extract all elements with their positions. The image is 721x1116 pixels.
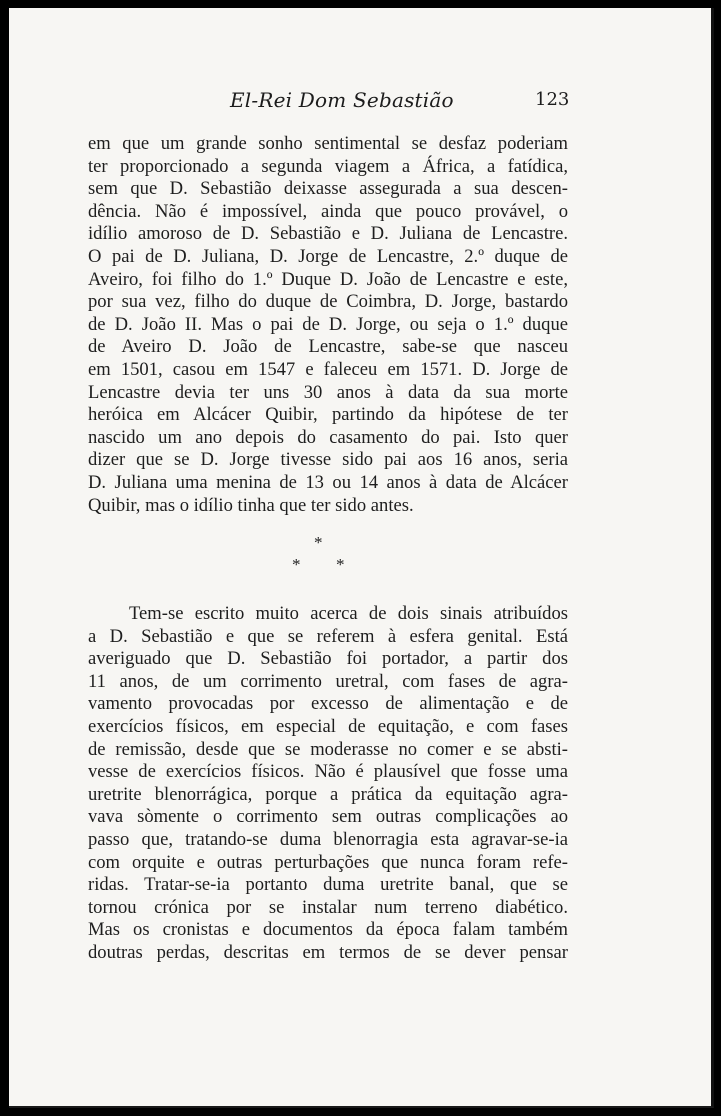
text-line: tornou crónica por se instalar num terreno diabético. [88, 896, 568, 918]
separator-asterisk: * [314, 533, 323, 552]
separator-asterisk: * [336, 555, 345, 574]
text-line: ridas. Tratar-se-ia portanto duma uretrite banal, que se [88, 874, 568, 896]
separator-asterisk: * [292, 555, 301, 574]
running-title: El-Rei Dom Sebastião [230, 88, 454, 112]
text-line: sem que D. Sebastião deixasse assegurada a sua descen- [88, 178, 568, 200]
text-line: Aveiro, foi filho do 1.º Duque D. João de Lencastre e este, [88, 268, 568, 290]
text-line: em 1501, casou em 1547 e faleceu em 1571. D. Jorge de [88, 358, 568, 380]
text-line: heróica em Alcácer Quibir, partindo da hipótese de ter [88, 404, 568, 426]
text-line: D. Juliana uma menina de 13 ou 14 anos à data de Alcácer [88, 471, 568, 493]
text-line: uretrite blenorrágica, porque a prática da equitação agra- [88, 783, 568, 805]
text-line: de Aveiro D. João de Lencastre, sabe-se que nasceu [88, 336, 568, 358]
text-line: vava sòmente o corrimento sem outras complicações ao [88, 806, 568, 828]
text-line: nascido um ano depois do casamento do pai. Isto quer [88, 426, 568, 448]
text-line: O pai de D. Juliana, D. Jorge de Lencastre, 2.º duque de [88, 245, 568, 267]
text-line: Mas os cronistas e documentos da época falam também [88, 919, 568, 941]
section-separator [9, 534, 714, 584]
text-line: dência. Não é impossível, ainda que pouco provável, o [88, 200, 568, 222]
text-line: 11 anos, de um corrimento uretral, com fases de agra- [88, 670, 568, 692]
text-line: vesse de exercícios físicos. Não é plausível que fosse uma [88, 761, 568, 783]
book-page [9, 8, 714, 1108]
text-line: por sua vez, filho do duque de Coimbra, D. Jorge, bastardo [88, 291, 568, 313]
text-line: ter proporcionado a segunda viagem a África, a fatídica, [88, 155, 568, 177]
text-line: Quibir, mas o idílio tinha que ter sido antes. [88, 494, 414, 516]
text-line: a D. Sebastião e que se referem à esfera genital. Está [88, 625, 568, 647]
text-line: doutras perdas, descritas em termos de se dever pensar [88, 941, 568, 963]
text-line: de remissão, desde que se moderasse no comer e se absti- [88, 738, 568, 760]
paragraph-2 [88, 603, 568, 965]
text-line: em que um grande sonho sentimental se desfaz poderiam [88, 133, 568, 154]
text-line: Lencastre devia ter uns 30 anos à data da sua morte [88, 381, 568, 403]
paragraph-1 [88, 133, 568, 517]
text-line: passo que, tratando-se duma blenorragia esta agravar-se-ia [88, 828, 568, 850]
text-line: vamento provocadas por excesso de alimentação e de [88, 693, 568, 715]
text-line: com orquite e outras perturbações que nunca foram refe- [88, 851, 568, 873]
text-line: exercícios físicos, em especial de equitação, e com fases [88, 715, 568, 737]
text-line: idílio amoroso de D. Sebastião e D. Juliana de Lencastre. [88, 223, 568, 245]
text-line: de D. João II. Mas o pai de D. Jorge, ou seja o 1.º duque [88, 313, 568, 335]
text-line: averiguado que D. Sebastião foi portador, a partir dos [88, 648, 568, 670]
page-number: 123 [535, 89, 570, 110]
page-header [9, 88, 714, 118]
text-line: dizer que se D. Jorge tivesse sido pai aos 16 anos, seria [88, 449, 568, 471]
text-line: Tem-se escrito muito acerca de dois sinais atribuídos [129, 603, 568, 624]
